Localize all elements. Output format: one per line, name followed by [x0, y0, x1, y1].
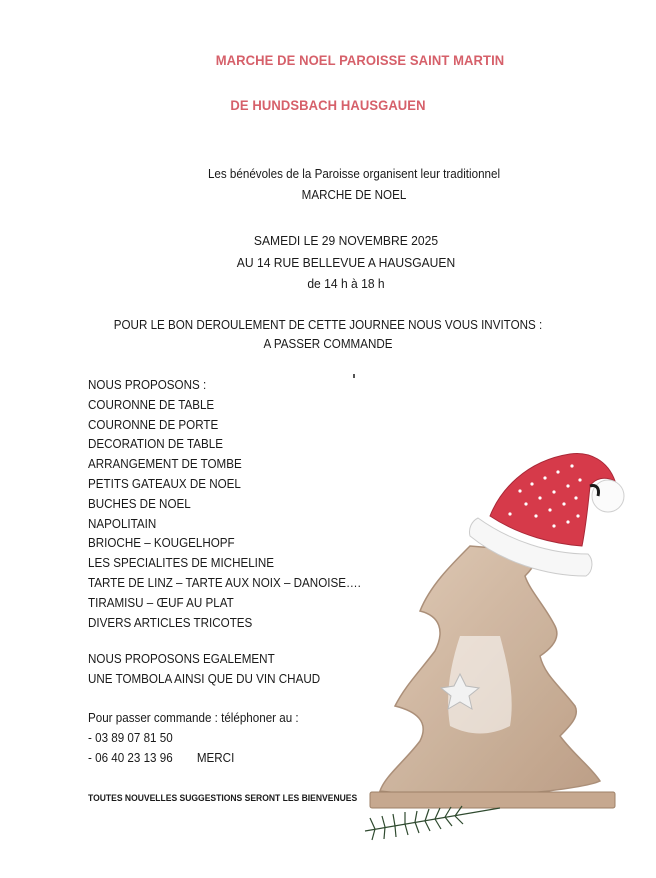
offer-list: [88, 376, 361, 633]
intro-line-1: Les bénévoles de la Paroisse organisent leur traditionnel: [207, 167, 501, 181]
list-item: DECORATION DE TABLE: [88, 437, 224, 452]
list-item: COURONNE DE PORTE: [88, 417, 219, 432]
list-item: PETITS GATEAUX DE NOEL: [88, 476, 241, 491]
list-item: COURONNE DE TABLE: [88, 397, 215, 412]
phone-1: - 03 89 07 81 50: [88, 730, 173, 745]
invitation-line-2: A PASSER COMMANDE: [263, 337, 393, 351]
event-hours: de 14 h à 18 h: [307, 276, 385, 291]
intro-line-2: MARCHE DE NOEL: [301, 188, 407, 202]
phone-row-2: [88, 749, 299, 769]
list-item: LES SPECIALITES DE MICHELINE: [88, 556, 275, 571]
phone-2: - 06 40 23 13 96: [88, 750, 173, 765]
also-offer: [88, 650, 320, 690]
title-line-1: MARCHE DE NOEL PAROISSE SAINT MARTIN: [215, 52, 505, 68]
christmas-tree-illustration: [350, 436, 640, 866]
also-line-1: NOUS PROPOSONS EGALEMENT: [88, 652, 275, 666]
list-item: DIVERS ARTICLES TRICOTES: [88, 615, 253, 630]
list-item: TIRAMISU – ŒUF AU PLAT: [88, 595, 234, 610]
list-item: NAPOLITAIN: [88, 516, 157, 531]
wooden-base: [370, 792, 615, 808]
list-item: BRIOCHE – KOUGELHOPF: [88, 536, 235, 551]
invitation-line-1: POUR LE BON DEROULEMENT DE CETTE JOURNEE NOUS VOUS INVITONS :: [113, 318, 543, 332]
title-line-2: DE HUNDSBACH HAUSGAUEN: [230, 97, 426, 113]
pine-branch: [365, 806, 500, 840]
order-info: [88, 709, 299, 768]
event-address: AU 14 RUE BELLEVUE A HAUSGAUEN: [236, 255, 456, 270]
offer-heading: NOUS PROPOSONS :: [88, 378, 207, 392]
list-item: BUCHES DE NOEL: [88, 496, 191, 511]
list-item: ARRANGEMENT DE TOMBE: [88, 457, 242, 472]
also-line-2: UNE TOMBOLA AINSI QUE DU VIN CHAUD: [88, 671, 321, 686]
event-date: SAMEDI LE 29 NOVEMBRE 2025: [253, 233, 439, 248]
santa-hat-pompom: [592, 480, 624, 512]
thanks-text: MERCI: [196, 750, 235, 765]
footer-note: TOUTES NOUVELLES SUGGESTIONS SERONT LES BIENVENUES: [88, 793, 358, 803]
order-label: Pour passer commande : téléphoner au :: [88, 711, 299, 725]
list-item: TARTE DE LINZ – TARTE AUX NOIX – DANOISE….: [88, 575, 361, 590]
